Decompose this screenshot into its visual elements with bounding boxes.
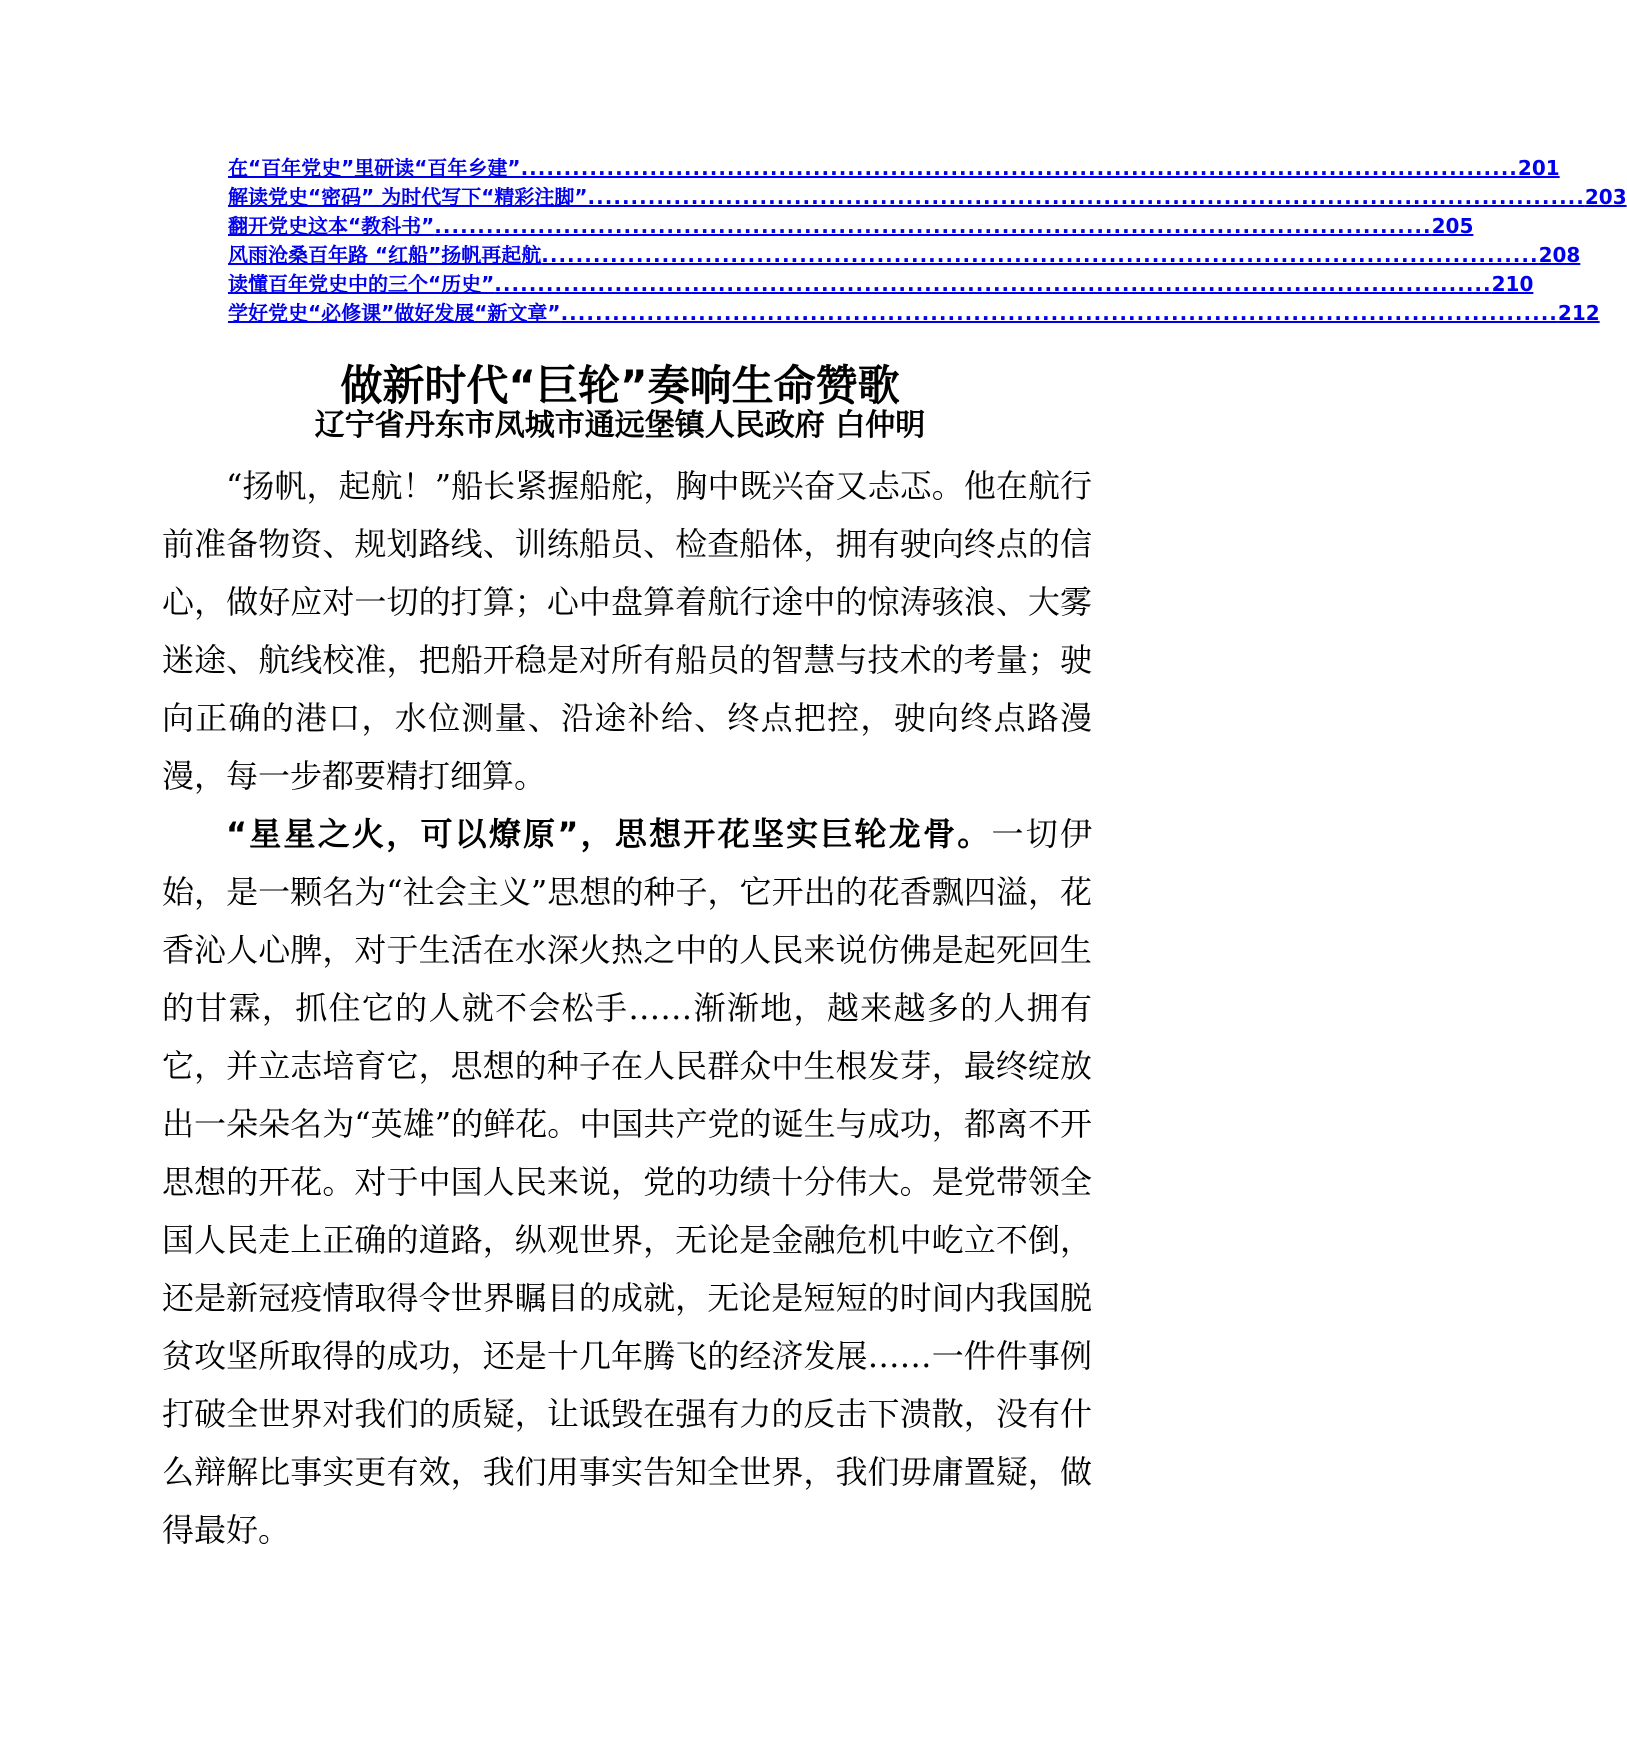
- toc-entry-page: 208: [1538, 243, 1581, 267]
- toc-entry-page: 203: [1584, 185, 1627, 209]
- toc-entry-page: 205: [1431, 214, 1474, 238]
- toc-leader-dots: ....................................................................................................................: [520, 156, 1518, 180]
- toc-link-208[interactable]: [228, 239, 1581, 268]
- toc-entry-title: 解读党史“密码” 为时代写下“精彩注脚”: [228, 185, 588, 209]
- toc-leader-dots: ....................................................................................................................: [541, 243, 1539, 267]
- toc-leader-dots: ....................................................................................................................: [494, 272, 1492, 296]
- toc-leader-dots: ....................................................................................................................: [434, 214, 1432, 238]
- article-byline: 辽宁省丹东市凤城市通远堡镇人民政府 白仲明: [314, 408, 926, 443]
- toc-entry-title: 在“百年党史”里研读“百年乡建”: [228, 156, 521, 180]
- paragraph-2-lead: “星星之火，可以燎原”，思想开花坚实巨轮龙骨。: [226, 815, 992, 853]
- toc-entry-title: 风雨沧桑百年路 “红船”扬帆再起航: [228, 243, 542, 267]
- toc-leader-dots: ....................................................................................................................: [587, 185, 1585, 209]
- toc-link-203[interactable]: [228, 181, 1627, 210]
- toc-entry-title: 学好党史“必修课”做好发展“新文章”: [228, 301, 561, 325]
- paragraph-1: “扬帆，起航！”船长紧握船舵，胸中既兴奋又忐忑。他在航行前准备物资、规划路线、训练船员、检查船体，拥有驶向终点的信心，做好应对一切的打算；心中盘算着航行途中的惊涛骇浪、大雾迷途、航线校准，把船开稳是对所有船员的智慧与技术的考量；驶向正确的港口，水位测量、沿途补给、终点把控，驶向终点路漫漫，每一步都要精打细算。: [162, 467, 1092, 795]
- toc-link-205[interactable]: [228, 210, 1474, 239]
- toc-entry-page: 212: [1557, 301, 1600, 325]
- table-of-contents: [228, 152, 1627, 326]
- toc-leader-dots: ....................................................................................................................: [560, 301, 1558, 325]
- paragraph-2-body: 一切伊始，是一颗名为“社会主义”思想的种子，它开出的花香飘四溢，花香沁人心脾，对于生活在水深火热之中的人民来说仿佛是起死回生的甘霖，抓住它的人就不会松手……渐渐地，越来越多的人拥有它，并立志培育它，思想的种子在人民群众中生根发芽，最终绽放出一朵朵名为“英雄”的鲜花。中国共产党的诞生与成功，都离不开思想的开花。对于中国人民来说，党的功绩十分伟大。是党带领全国人民走上正确的道路，纵观世界，无论是金融危机中屹立不倒，还是新冠疫情取得令世界瞩目的成就，无论是短短的时间内我国脱贫攻坚所取得的成功，还是十几年腾飞的经济发展……一件件事例打破全世界对我们的质疑，让诋毁在强有力的反击下溃散，没有什么辩解比事实更有效，我们用事实告知全世界，我们毋庸置疑，做得最好。: [162, 815, 1092, 1549]
- toc-entry-page: 210: [1491, 272, 1534, 296]
- toc-link-210[interactable]: [228, 268, 1534, 297]
- toc-link-201[interactable]: [228, 152, 1560, 181]
- toc-link-212[interactable]: [228, 297, 1600, 326]
- article-body: [162, 457, 1092, 1559]
- paragraph-2: [162, 805, 1092, 1559]
- article-title: 做新时代“巨轮”奏响生命赞歌: [340, 361, 900, 411]
- toc-entry-title: 读懂百年党史中的三个“历史”: [228, 272, 495, 296]
- toc-entry-page: 201: [1517, 156, 1560, 180]
- toc-entry-title: 翻开党史这本“教科书”: [228, 214, 435, 238]
